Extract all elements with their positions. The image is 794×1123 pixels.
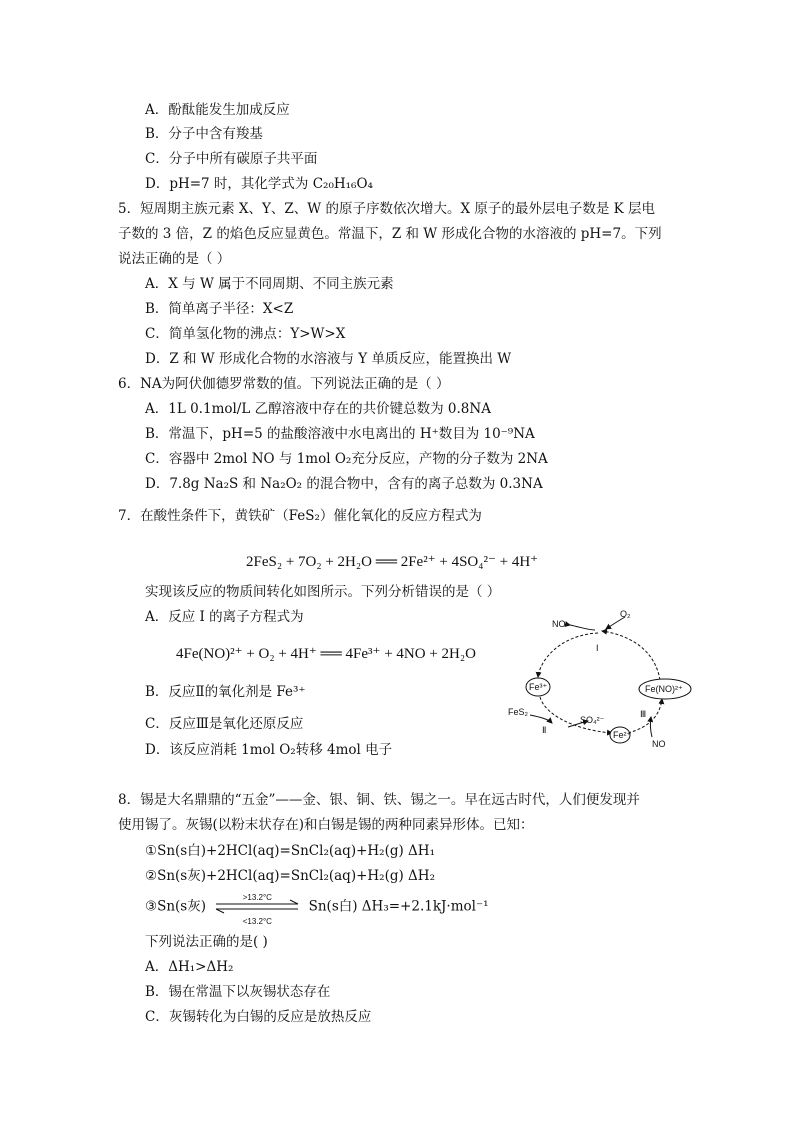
q8-stem-line-2: 使用锡了。灰锡(以粉末状存在)和白锡是锡的两种同素异形体。已知： [118, 817, 534, 833]
reaction-cycle-diagram [500, 605, 700, 755]
q6-option-c: C．容器中 2mol NO 与 1mol O₂充分反应，产物的分子数为 2NA [145, 451, 548, 467]
q5-stem-line-2: 子数的 3 倍，Z 的焰色反应显黄色。常温下，Z 和 W 形成化合物的水溶液的 pH=7。下列 [118, 226, 662, 242]
q7-option-b: B．反应Ⅱ的氧化剂是 Fe³⁺ [145, 684, 306, 700]
label-o2: O₂ [620, 609, 631, 619]
q4-option-a: A．酚酞能发生加成反应 [145, 102, 290, 118]
label-reaction-2: Ⅱ [542, 725, 547, 735]
q8-eq3-right: Sn(s白) ΔH₃=+2.1kJ·mol⁻¹ [308, 898, 489, 915]
q6-option-b: B．常温下，pH=5 的盐酸溶液中水电离出的 H⁺数目为 10⁻⁹NA [145, 426, 535, 442]
q7-option-c: C．反应Ⅲ是氧化还原反应 [145, 716, 304, 732]
arc-reaction-1-right [602, 631, 660, 680]
q8-option-c: C．灰锡转化为白锡的反应是放热反应 [145, 1009, 372, 1025]
q6-stem: 6．NA为阿伏伽德罗常数的值。下列说法正确的是（ ） [118, 376, 450, 392]
q8-eq3-left: ③Sn(s灰) [145, 898, 207, 915]
q8-equation-3 [145, 893, 489, 926]
q8-equation-1: ①Sn(s白)+2HCl(aq)=SnCl₂(aq)+H₂(g) ΔH₁ [145, 843, 435, 859]
q7-stem-2: 实现该反应的物质间转化如图所示。下列分析错误的是（ ） [145, 584, 501, 600]
label-fe-no: Fe(NO)²⁺ [645, 684, 683, 694]
q5-option-c: C．简单氢化物的沸点：Y>W>X [145, 326, 346, 342]
q6-option-a: A．1L 0.1mol/L 乙醇溶液中存在的共价键总数为 0.8NA [145, 401, 491, 417]
q8-option-a: A．ΔH₁>ΔH₂ [145, 959, 234, 975]
q7-main-equation: 2FeS₂ + 7O₂ + 2H₂O ══ 2Fe²⁺ + 4SO₄²⁻ + 4H⁺ [246, 554, 539, 570]
q5-option-b: B．简单离子半径：X<Z [145, 301, 294, 317]
q5-stem-line-1: 5．短周期主族元素 X、Y、Z、W 的原子序数依次增大。X 原子的最外层电子数是 K 层电 [118, 201, 656, 217]
q4-option-d: D．pH=7 时，其化学式为 C₂₀H₁₆O₄ [145, 176, 373, 192]
q8-stem-3: 下列说法正确的是( ) [145, 934, 268, 950]
label-so4: SO₄²⁻ [580, 715, 605, 725]
q5-option-a: A．X 与 W 属于不同周期、不同主族元素 [145, 276, 394, 292]
q5-stem-line-3: 说法正确的是（ ） [118, 251, 231, 267]
q6-option-d: D．7.8g Na₂S 和 Na₂O₂ 的混合物中，含有的离子总数为 0.3NA [145, 476, 543, 492]
label-reaction-1: I [596, 643, 599, 653]
arrow-no-out [570, 625, 595, 630]
q7-stem: 7．在酸性条件下，黄铁矿（FeS₂）催化氧化的反应方程式为 [118, 508, 482, 524]
label-no-bottom: NO [652, 739, 666, 749]
cond-above: >13.2°C [242, 893, 272, 902]
q5-option-d: D．Z 和 W 形成化合物的水溶液与 Y 单质反应，能置换出 W [145, 351, 512, 367]
arc-reaction-1-left [538, 633, 598, 677]
label-no-top: NO [552, 619, 566, 629]
q8-equation-2: ②Sn(s灰)+2HCl(aq)=SnCl₂(aq)+H₂(g) ΔH₂ [145, 868, 435, 884]
label-fe2: Fe²⁺ [613, 730, 632, 740]
arrow-fes2-in [530, 715, 552, 723]
label-reaction-3: Ⅲ [640, 709, 647, 719]
label-fe3: Fe³⁺ [529, 682, 548, 692]
q8-option-b: B．锡在常温下以灰锡状态存在 [145, 984, 331, 1000]
q7-option-a: A．反应 I 的离子方程式为 [145, 609, 304, 625]
equilibrium-arrow [214, 893, 300, 926]
cond-below: <13.2°C [242, 917, 272, 926]
label-fes2: FeS₂ [508, 707, 528, 717]
q8-stem-line-1: 8．锡是大名鼎鼎的“五金”——金、银、铜、铁、锡之一。早在远古时代，人们便发现并 [118, 792, 640, 808]
q7-option-d: D．该反应消耗 1mol O₂转移 4mol 电子 [145, 742, 393, 758]
q7-equation-a: 4Fe(NO)²⁺ + O₂ + 4H⁺ ══ 4Fe³⁺ + 4NO + 2H₂O [176, 646, 476, 662]
q4-option-b: B．分子中含有羧基 [145, 126, 263, 142]
q4-option-c: C．分子中所有碳原子共平面 [145, 151, 318, 167]
